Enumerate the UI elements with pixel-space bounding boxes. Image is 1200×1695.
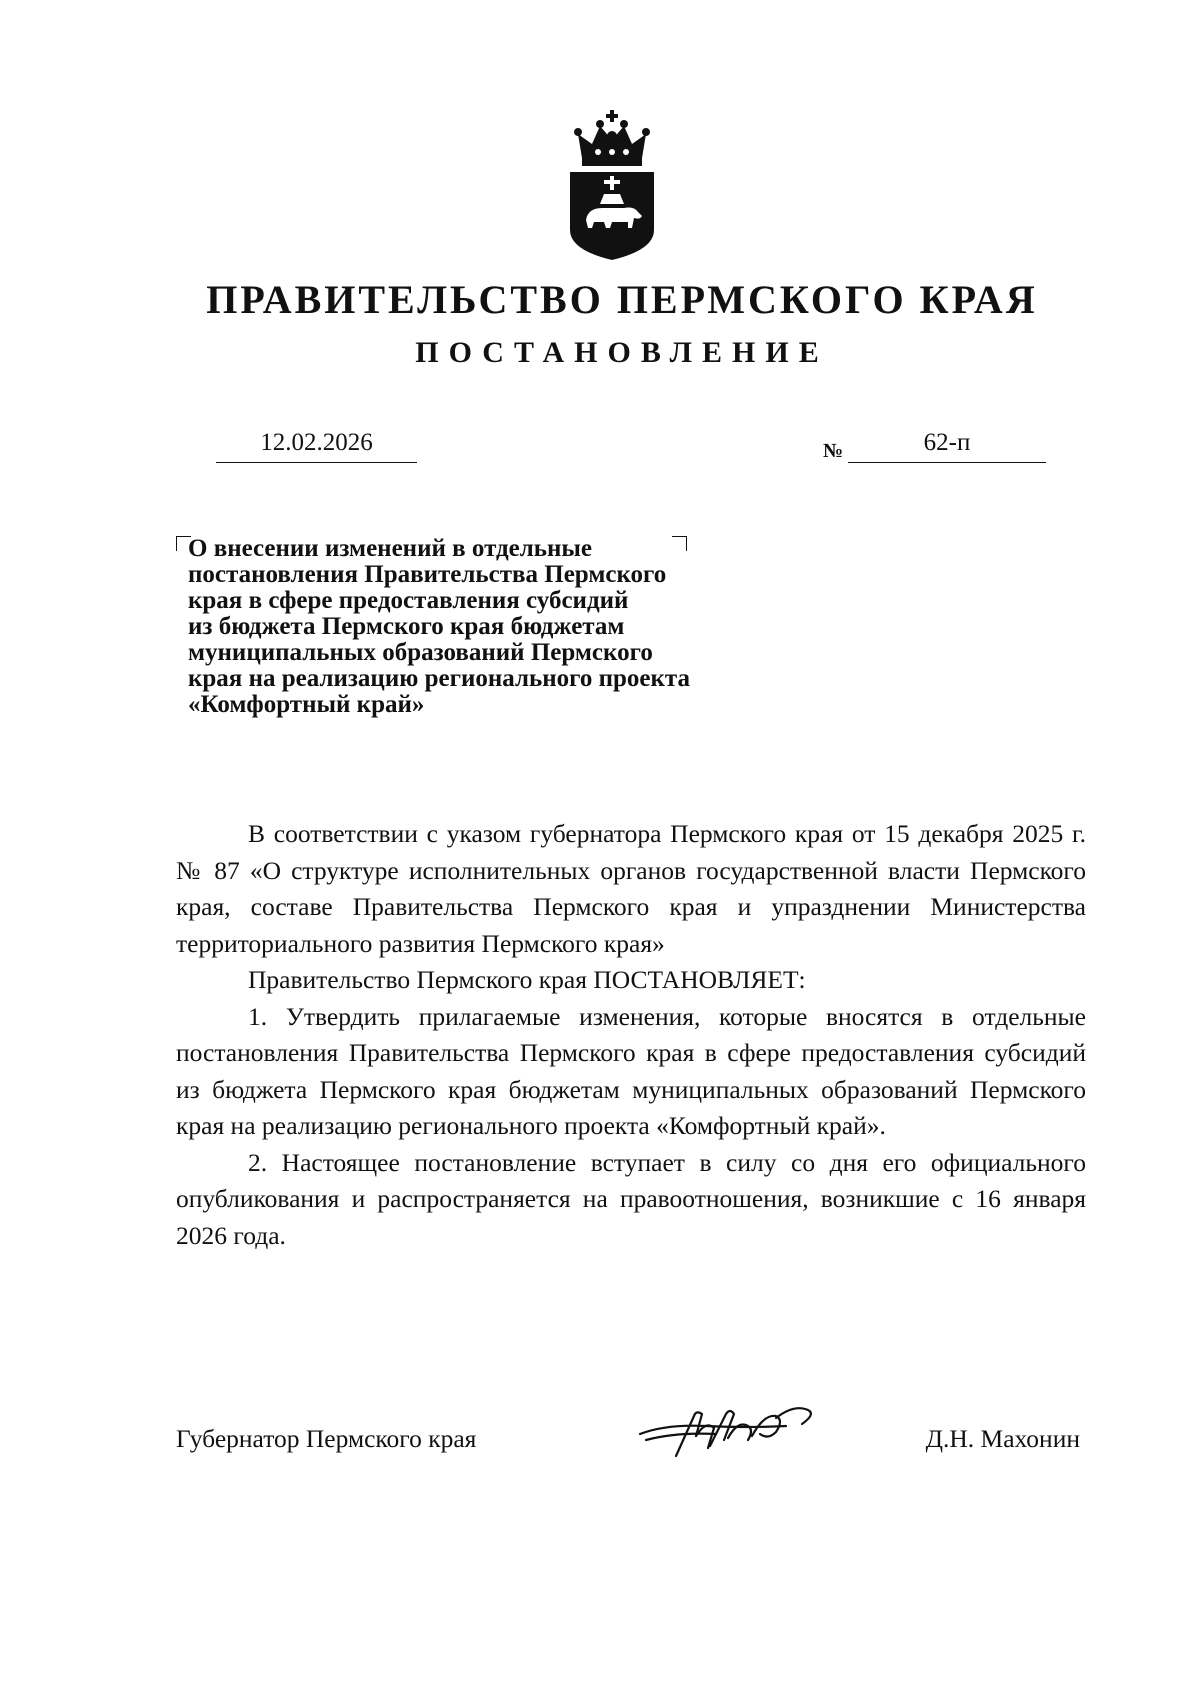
number-sign: № [823,440,844,462]
subject-line: края на реализацию регионального проекта [188,665,691,692]
document-body [176,816,1086,1254]
item-2-paragraph: 2. Настоящее постановление вступает в силу со дня его официального опубликования и распространяется на правоотношения, возникшие с 16 января 2026 года. [176,1147,1086,1250]
document-date: 12.02.2026 [216,424,417,463]
preamble-paragraph: В соответствии с указом губернатора Пермского края от 15 декабря 2025 г. № 87 «О структуре исполнительных органов государственной власти Пермского края, составе Правительства Пермского края и упразднении Министерства территориального развития Пермского края» [176,819,1086,958]
organization-title: ПРАВИТЕЛЬСТВО ПЕРМСКОГО КРАЯ [206,277,1038,322]
document-subject [188,536,768,718]
subject-line: постановления Правительства Пермского [188,561,667,588]
subject-line: «Комфортный край» [188,691,425,718]
document-type: ПОСТАНОВЛЕНИЕ [415,336,829,369]
document-number: 62-п [848,424,1046,463]
signatory-name: Д.Н. Махонин [925,1424,1080,1453]
item-1-paragraph: 1. Утвердить прилагаемые изменения, которые вносятся в отдельные постановления Правительства Пермского края в сфере предоставления субсидий из бюджета Пермского края бюджетам муниципальных образований Пермского края на реализацию регионального проекта «Комфортный край». [176,1001,1086,1140]
resolves-paragraph: Правительство Пермского края ПОСТАНОВЛЯЕТ: [248,965,806,994]
coat-of-arms-icon [564,108,660,260]
handwritten-signature [636,1396,826,1466]
subject-line: муниципальных образований Пермского [188,639,653,666]
subject-line: края в сфере предоставления субсидий [188,587,629,614]
subject-line: О внесении изменений в отдельные [188,535,593,562]
subject-line: из бюджета Пермского края бюджетам [188,613,625,640]
signatory-position: Губернатор Пермского края [176,1424,477,1453]
